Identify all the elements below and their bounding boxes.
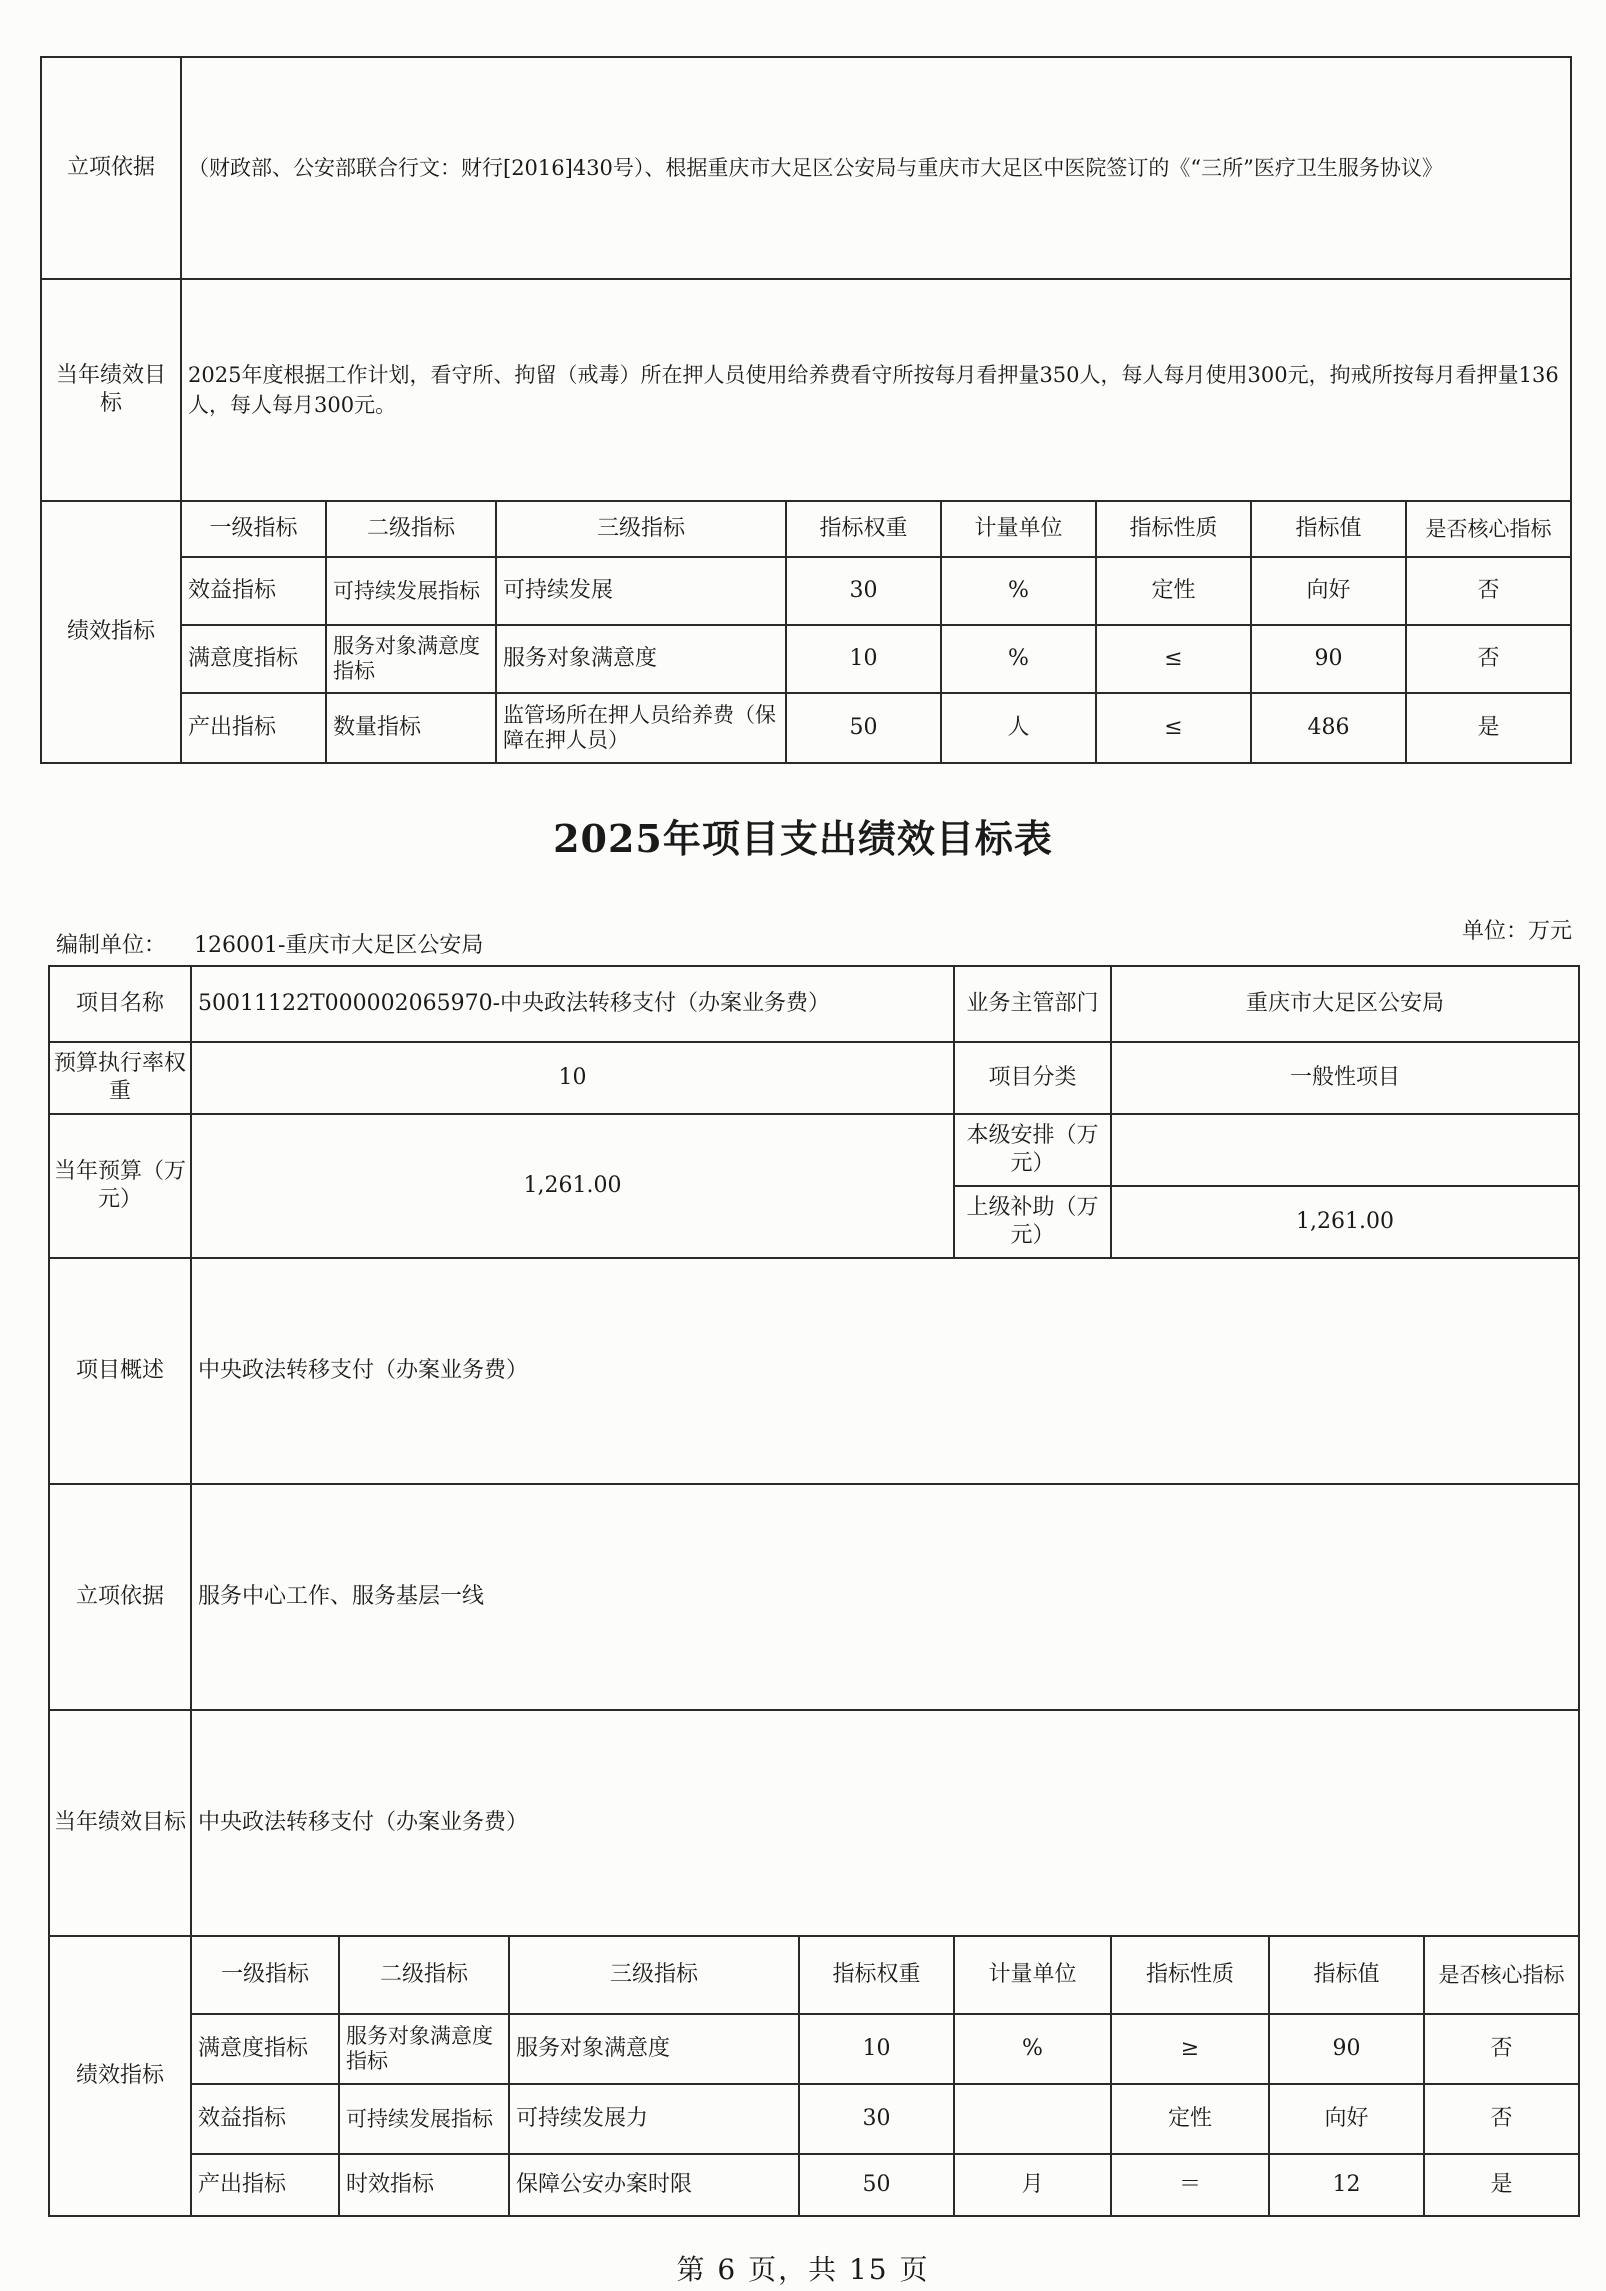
table-cell: 满意度指标 [191,2014,339,2084]
table-cell: 监管场所在押人员给养费（保障在押人员） [496,693,786,763]
table-cell: % [954,2014,1111,2084]
table-cell: ≤ [1096,625,1251,693]
table-cell: 时效指标 [339,2154,509,2216]
table-row [41,625,1571,693]
target-label: 当年绩效目标 [49,1710,191,1936]
top-table [40,56,1572,764]
page-title: 2025年项目支出绩效目标表 [553,816,1053,861]
basis-text: （财政部、公安部联合行文：财行[2016]430号）、根据重庆市大足区公安局与重庆市大足区中医院签订的《“三所”医疗卫生服务协议》 [181,57,1571,279]
table-cell: 是 [1424,2154,1579,2216]
table-header: 三级指标 [509,1936,799,2014]
table-cell: 向好 [1269,2084,1424,2154]
upper-label: 上级补助（万元） [954,1186,1111,1258]
table-cell: 50 [786,693,941,763]
table-cell: 可持续发展指标 [339,2084,509,2154]
target-text: 2025年度根据工作计划，看守所、拘留（戒毒）所在押人员使用给养费看守所按每月看押量350人，每人每月使用300元，拘戒所按每月看押量136人，每人每月300元。 [181,279,1571,501]
table-cell: 486 [1251,693,1406,763]
table-cell: 服务对象满意度 [509,2014,799,2084]
upper-value: 1,261.00 [1111,1186,1579,1258]
table-cell: 90 [1269,2014,1424,2084]
table-header: 一级指标 [181,501,326,557]
table-cell: 30 [799,2084,954,2154]
basis-label: 立项依据 [49,1484,191,1710]
table-cell: 10 [786,625,941,693]
project-name-value: 50011122T000002065970-中央政法转移支付（办案业务费） [191,966,954,1042]
dept-label: 业务主管部门 [954,966,1111,1042]
rate-label: 预算执行率权重 [49,1042,191,1114]
table-cell: 50 [799,2154,954,2216]
table-cell: ＝ [1111,2154,1269,2216]
unit-label: 单位：万元 [1461,919,1572,944]
category-label: 项目分类 [954,1042,1111,1114]
table-cell: 定性 [1096,557,1251,625]
local-label: 本级安排（万元） [954,1114,1111,1186]
table-cell: 产出指标 [181,693,326,763]
unit-org-label: 编制单位： [56,933,167,958]
table-cell: 产出指标 [191,2154,339,2216]
target-text: 中央政法转移支付（办案业务费） [191,1710,1579,1936]
local-value [1111,1114,1579,1186]
table-cell: 30 [786,557,941,625]
table-cell: ≥ [1111,2014,1269,2084]
indicator-label: 绩效指标 [49,1936,191,2216]
table-cell: ≤ [1096,693,1251,763]
table-cell: 数量指标 [326,693,496,763]
table-row [49,2084,1579,2154]
basis-label: 立项依据 [41,57,181,279]
table-header: 二级指标 [339,1936,509,2014]
unit-org [56,928,483,959]
table-cell: 满意度指标 [181,625,326,693]
category-value: 一般性项目 [1111,1042,1579,1114]
table-cell: 定性 [1111,2084,1269,2154]
project-name-label: 项目名称 [49,966,191,1042]
table-cell: 否 [1424,2014,1579,2084]
table-cell: 10 [799,2014,954,2084]
basis-text: 服务中心工作、服务基层一线 [191,1484,1579,1710]
table-cell: % [941,557,1096,625]
table-row [41,557,1571,625]
table-cell: 向好 [1251,557,1406,625]
dept-value: 重庆市大足区公安局 [1111,966,1579,1042]
table-header: 是否核心指标 [1406,501,1571,557]
table-cell: 人 [941,693,1096,763]
table-cell: % [941,625,1096,693]
table-row [41,693,1571,763]
rate-value: 10 [191,1042,954,1114]
table-cell: 否 [1424,2084,1579,2154]
table-row [49,2154,1579,2216]
table-cell: 12 [1269,2154,1424,2216]
table-header: 指标性质 [1096,501,1251,557]
table-cell [954,2084,1111,2154]
table-cell: 效益指标 [181,557,326,625]
table-cell: 90 [1251,625,1406,693]
indicator-label: 绩效指标 [41,501,181,763]
table-header: 指标值 [1251,501,1406,557]
page-footer: 第 6 页，共 15 页 [676,2253,930,2286]
table-cell: 服务对象满意度指标 [339,2014,509,2084]
unit-org-value: 126001-重庆市大足区公安局 [194,933,484,958]
target-label: 当年绩效目标 [41,279,181,501]
table-header: 指标权重 [786,501,941,557]
budget-label: 当年预算（万元） [49,1114,191,1258]
table-cell: 可持续发展 [496,557,786,625]
table-cell: 否 [1406,557,1571,625]
table-cell: 是 [1406,693,1571,763]
table-header: 三级指标 [496,501,786,557]
overview-text: 中央政法转移支付（办案业务费） [191,1258,1579,1484]
table-header: 是否核心指标 [1424,1936,1579,2014]
table-header: 二级指标 [326,501,496,557]
table-header: 指标性质 [1111,1936,1269,2014]
budget-value: 1,261.00 [191,1114,954,1258]
table-header: 计量单位 [954,1936,1111,2014]
project-form-table [48,965,1580,2217]
table-cell: 保障公安办案时限 [509,2154,799,2216]
table-cell: 服务对象满意度指标 [326,625,496,693]
table-cell: 否 [1406,625,1571,693]
overview-label: 项目概述 [49,1258,191,1484]
table-cell: 可持续发展指标 [326,557,496,625]
table-cell: 服务对象满意度 [496,625,786,693]
table-header: 指标值 [1269,1936,1424,2014]
table-header: 计量单位 [941,501,1096,557]
table-cell: 效益指标 [191,2084,339,2154]
table-header: 指标权重 [799,1936,954,2014]
table-cell: 可持续发展力 [509,2084,799,2154]
table-header: 一级指标 [191,1936,339,2014]
table-row [49,2014,1579,2084]
table-cell: 月 [954,2154,1111,2216]
